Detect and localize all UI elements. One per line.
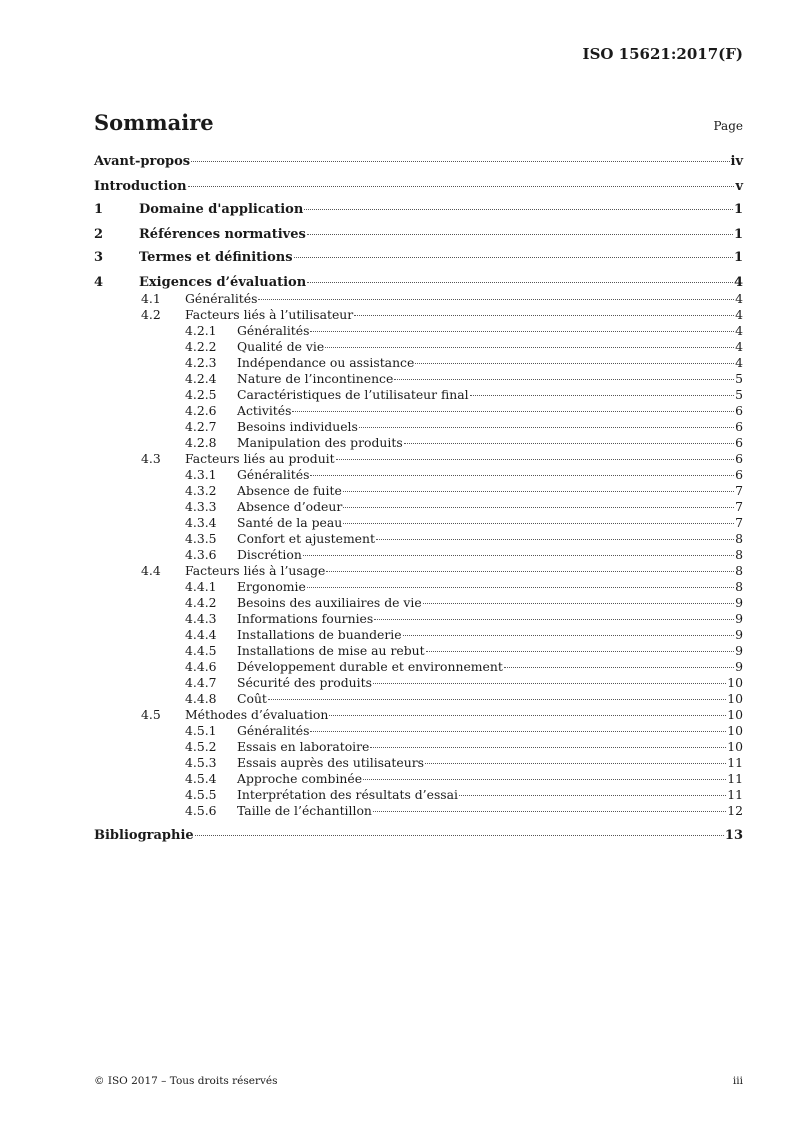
toc-entry-number: 4.4.4 — [185, 627, 217, 642]
toc-entry-page: 10 — [727, 691, 743, 706]
toc-entry-title: Méthodes d’évaluation — [185, 707, 329, 722]
footer-page-number: iii — [732, 1075, 743, 1087]
toc-entry-title: Interprétation des résultats d’essai — [237, 787, 459, 802]
toc-entry-title: Caractéristiques de l’utilisateur final — [237, 387, 469, 402]
toc-entry[interactable] — [94, 595, 743, 611]
toc-entry-number: 4.4.6 — [185, 659, 217, 674]
toc-entry-title: Santé de la peau — [237, 515, 343, 530]
toc-entry[interactable] — [94, 275, 743, 291]
toc-entry[interactable] — [94, 435, 743, 451]
dot-leader — [373, 811, 726, 812]
toc-entry-number: 4.4.2 — [185, 595, 217, 610]
toc-entry-title: Activités — [237, 403, 292, 418]
dot-leader — [504, 667, 734, 668]
toc-entry-number: 4.2.2 — [185, 339, 217, 354]
toc-entry-page: v — [735, 179, 743, 194]
toc-entry-number: 1 — [94, 202, 104, 217]
toc-entry-title: Installations de buanderie — [237, 627, 402, 642]
toc-entry-title: Approche combinée — [237, 771, 363, 786]
toc-entry-title: Manipulation des produits — [237, 435, 403, 450]
toc-entry[interactable] — [94, 499, 743, 515]
toc-entry-number: 4.4.7 — [185, 675, 217, 690]
dot-leader — [426, 651, 735, 652]
footer-copyright: © ISO 2017 – Tous droits réservés — [94, 1075, 278, 1087]
toc-entry-title: Installations de mise au rebut — [237, 643, 425, 658]
toc-entry-page: 9 — [735, 611, 743, 626]
toc-entry-page: 8 — [735, 531, 743, 546]
dot-leader — [310, 475, 734, 476]
toc-entry-number: 4.3.2 — [185, 483, 217, 498]
toc-entry-title: Domaine d'application — [139, 202, 304, 217]
toc-entry-number: 4.2.5 — [185, 387, 217, 402]
toc-entry[interactable] — [94, 563, 743, 579]
toc-entry-number: 4.3.3 — [185, 499, 217, 514]
toc-entry-page: 1 — [733, 227, 743, 242]
toc-title: Sommaire — [94, 110, 214, 135]
toc-entry-title: Généralités — [185, 291, 258, 306]
toc-entry-page: 10 — [727, 707, 743, 722]
toc-entry-title: Absence d’odeur — [237, 499, 343, 514]
dot-leader — [343, 523, 734, 524]
toc-entry[interactable] — [94, 419, 743, 435]
toc-entry-number: 2 — [94, 227, 104, 242]
toc-entry-page: 7 — [735, 483, 743, 498]
toc-entry-page: 1 — [733, 250, 743, 265]
toc-entry-number: 4.2.1 — [185, 323, 217, 338]
toc-entry-page: 8 — [735, 547, 743, 562]
toc-entry-number: 4.5.5 — [185, 787, 217, 802]
toc-entry-number: 4.3.6 — [185, 547, 217, 562]
toc-entry[interactable] — [94, 787, 743, 803]
dot-leader — [307, 282, 733, 283]
toc-entry[interactable] — [94, 515, 743, 531]
dot-leader — [292, 411, 734, 412]
toc-entry-number: 4.2.4 — [185, 371, 217, 386]
toc-entry-number: 4.4.8 — [185, 691, 217, 706]
toc-entry[interactable] — [94, 355, 743, 371]
toc-entry-number: 4.4.3 — [185, 611, 217, 626]
dot-leader — [376, 539, 734, 540]
toc-entry[interactable] — [94, 579, 743, 595]
toc-entry-page: 6 — [735, 419, 743, 434]
toc-header — [94, 110, 743, 140]
toc-entry-page: 12 — [727, 803, 743, 818]
dot-leader — [343, 507, 734, 508]
toc-entry-page: 10 — [727, 675, 743, 690]
toc-entry-title: Exigences d’évaluation — [139, 275, 307, 290]
toc-entry-page: 6 — [735, 467, 743, 482]
toc-entry-page: 11 — [727, 771, 743, 786]
toc-entry-title: Confort et ajustement — [237, 531, 375, 546]
toc-entry-page: 4 — [735, 339, 743, 354]
toc-entry-title: Essais auprès des utilisateurs — [237, 755, 424, 770]
toc-entry[interactable] — [94, 451, 743, 467]
dot-leader — [423, 603, 734, 604]
toc-entry[interactable] — [94, 467, 743, 483]
toc-entry-number: 4.4.1 — [185, 579, 217, 594]
toc-entry-page: 5 — [735, 387, 743, 402]
dot-leader — [459, 795, 726, 796]
toc-entry-page: 10 — [727, 723, 743, 738]
toc-entry[interactable] — [94, 323, 743, 339]
toc-entry-number: 4.5.2 — [185, 739, 217, 754]
toc-entry-title: Coût — [237, 691, 267, 706]
toc-entry-title: Facteurs liés au produit — [185, 451, 335, 466]
toc-entry-title: Facteurs liés à l’usage — [185, 563, 326, 578]
toc-entry-title: Essais en laboratoire — [237, 739, 370, 754]
toc-entry[interactable] — [94, 387, 743, 403]
dot-leader — [336, 459, 734, 460]
toc-entry-page: 4 — [735, 355, 743, 370]
dot-leader — [394, 379, 734, 380]
toc-entry-number: 4.3.5 — [185, 531, 217, 546]
toc-entry[interactable] — [94, 611, 743, 627]
toc-entry-number: 4.5 — [141, 707, 161, 722]
toc-entry-title: Généralités — [237, 323, 310, 338]
toc-entry-number: 4.3.1 — [185, 467, 217, 482]
toc-entry-number: 3 — [94, 250, 104, 265]
toc-entry-number: 4.2.6 — [185, 403, 217, 418]
toc-entry-title: Références normatives — [139, 227, 306, 242]
toc-entry[interactable] — [94, 643, 743, 659]
toc-entry[interactable] — [94, 803, 743, 819]
dot-leader — [470, 395, 735, 396]
toc-entry-title: Facteurs liés à l’utilisateur — [185, 307, 354, 322]
toc-entry-title: Avant-propos — [94, 154, 191, 169]
toc-entry-number: 4.4.5 — [185, 643, 217, 658]
toc-entry[interactable] — [94, 675, 743, 691]
toc-entry[interactable] — [94, 179, 743, 195]
toc-entry-number: 4.2.7 — [185, 419, 217, 434]
toc-entry-title: Généralités — [237, 467, 310, 482]
dot-leader — [403, 635, 735, 636]
toc-entry-title: Absence de fuite — [237, 483, 342, 498]
dot-leader — [363, 779, 726, 780]
toc-entry-page: 7 — [735, 515, 743, 530]
dot-leader — [329, 715, 726, 716]
toc-entry-page: 9 — [735, 595, 743, 610]
dot-leader — [310, 331, 734, 332]
toc-entry[interactable] — [94, 291, 743, 307]
toc-entry[interactable] — [94, 371, 743, 387]
dot-leader — [303, 555, 734, 556]
dot-leader — [343, 491, 734, 492]
toc-entry-page: 8 — [735, 579, 743, 594]
toc-entry[interactable] — [94, 227, 743, 243]
dot-leader — [374, 619, 734, 620]
toc-entry-page: 8 — [735, 563, 743, 578]
dot-leader — [354, 315, 734, 316]
toc-entry-number: 4.2 — [141, 307, 161, 322]
dot-leader — [304, 209, 733, 210]
toc-entry[interactable] — [94, 339, 743, 355]
dot-leader — [195, 835, 724, 836]
toc-entry-title: Taille de l’échantillon — [237, 803, 372, 818]
toc-entry-title: Besoins des auxiliaires de vie — [237, 595, 422, 610]
toc-entry[interactable] — [94, 547, 743, 563]
toc-entry-number: 4 — [94, 275, 104, 290]
toc-entry-page: 10 — [727, 739, 743, 754]
toc-entry-title: Ergonomie — [237, 579, 306, 594]
dot-leader — [307, 234, 733, 235]
toc-entry[interactable] — [94, 771, 743, 787]
toc-entry-page: 9 — [735, 659, 743, 674]
dot-leader — [359, 427, 734, 428]
toc-entry[interactable] — [94, 691, 743, 707]
toc-entry-number: 4.2.8 — [185, 435, 217, 450]
page-column-label: Page — [713, 119, 743, 133]
toc-entry[interactable] — [94, 659, 743, 675]
toc-entry-page: 11 — [727, 787, 743, 802]
toc-entry-number: 4.5.6 — [185, 803, 217, 818]
toc-entry-page: 5 — [735, 371, 743, 386]
toc-entry[interactable] — [94, 755, 743, 771]
dot-leader — [310, 731, 726, 732]
toc-entry[interactable] — [94, 707, 743, 723]
toc-entry-title: Indépendance ou assistance — [237, 355, 415, 370]
toc-entry-title: Développement durable et environnement — [237, 659, 503, 674]
toc-entry-page: 4 — [735, 323, 743, 338]
dot-leader — [326, 571, 734, 572]
toc-entry-title: Discrétion — [237, 547, 302, 562]
dot-leader — [373, 683, 726, 684]
dot-leader — [307, 587, 734, 588]
toc-entry[interactable] — [94, 202, 743, 218]
toc-entry-page: 4 — [735, 291, 743, 306]
toc-entry-title: Besoins individuels — [237, 419, 358, 434]
toc-entry-page: 13 — [724, 828, 743, 843]
toc-entry-number: 4.5.1 — [185, 723, 217, 738]
toc-entry-page: 4 — [733, 275, 743, 290]
toc-entry-title: Informations fournies — [237, 611, 374, 626]
dot-leader — [404, 443, 734, 444]
toc-entry-page: 7 — [735, 499, 743, 514]
toc-entry-page: 9 — [735, 627, 743, 642]
header-doc-code: ISO 15621:2017(F) — [582, 45, 743, 63]
toc-entry-number: 4.5.3 — [185, 755, 217, 770]
toc-entry-title: Sécurité des produits — [237, 675, 372, 690]
toc-entry-title: Généralités — [237, 723, 310, 738]
toc-entry-number: 4.3.4 — [185, 515, 217, 530]
toc-entry[interactable] — [94, 739, 743, 755]
toc-entry[interactable] — [94, 531, 743, 547]
dot-leader — [425, 763, 726, 764]
toc-entry[interactable] — [94, 307, 743, 323]
dot-leader — [325, 347, 734, 348]
toc-entry[interactable] — [94, 723, 743, 739]
toc-entry-page: iv — [730, 154, 743, 169]
toc-entry[interactable] — [94, 250, 743, 266]
toc-entry-page: 6 — [735, 451, 743, 466]
toc-entry-page: 6 — [735, 435, 743, 450]
toc-entry-number: 4.2.3 — [185, 355, 217, 370]
toc-entry-title: Bibliographie — [94, 828, 194, 843]
toc-entry-number: 4.1 — [141, 291, 161, 306]
dot-leader — [188, 186, 735, 187]
dot-leader — [191, 161, 729, 162]
toc-entry[interactable] — [94, 403, 743, 419]
toc-entry-title: Nature de l’incontinence — [237, 371, 394, 386]
dot-leader — [294, 257, 733, 258]
toc-entry[interactable] — [94, 483, 743, 499]
toc-entry[interactable] — [94, 627, 743, 643]
dot-leader — [258, 299, 734, 300]
toc-entry[interactable] — [94, 154, 743, 170]
dot-leader — [415, 363, 734, 364]
toc-entry-title: Qualité de vie — [237, 339, 325, 354]
toc-entry-title: Introduction — [94, 179, 187, 194]
dot-leader — [268, 699, 726, 700]
toc-entry-page: 9 — [735, 643, 743, 658]
toc-entry-number: 4.5.4 — [185, 771, 217, 786]
toc-entry-number: 4.4 — [141, 563, 161, 578]
toc-entry-page: 4 — [735, 307, 743, 322]
dot-leader — [370, 747, 726, 748]
toc-entry[interactable] — [94, 828, 743, 844]
toc-entry-page: 1 — [733, 202, 743, 217]
toc-entry-page: 11 — [727, 755, 743, 770]
toc-entry-page: 6 — [735, 403, 743, 418]
toc-entry-title: Termes et définitions — [139, 250, 293, 265]
toc-entry-number: 4.3 — [141, 451, 161, 466]
